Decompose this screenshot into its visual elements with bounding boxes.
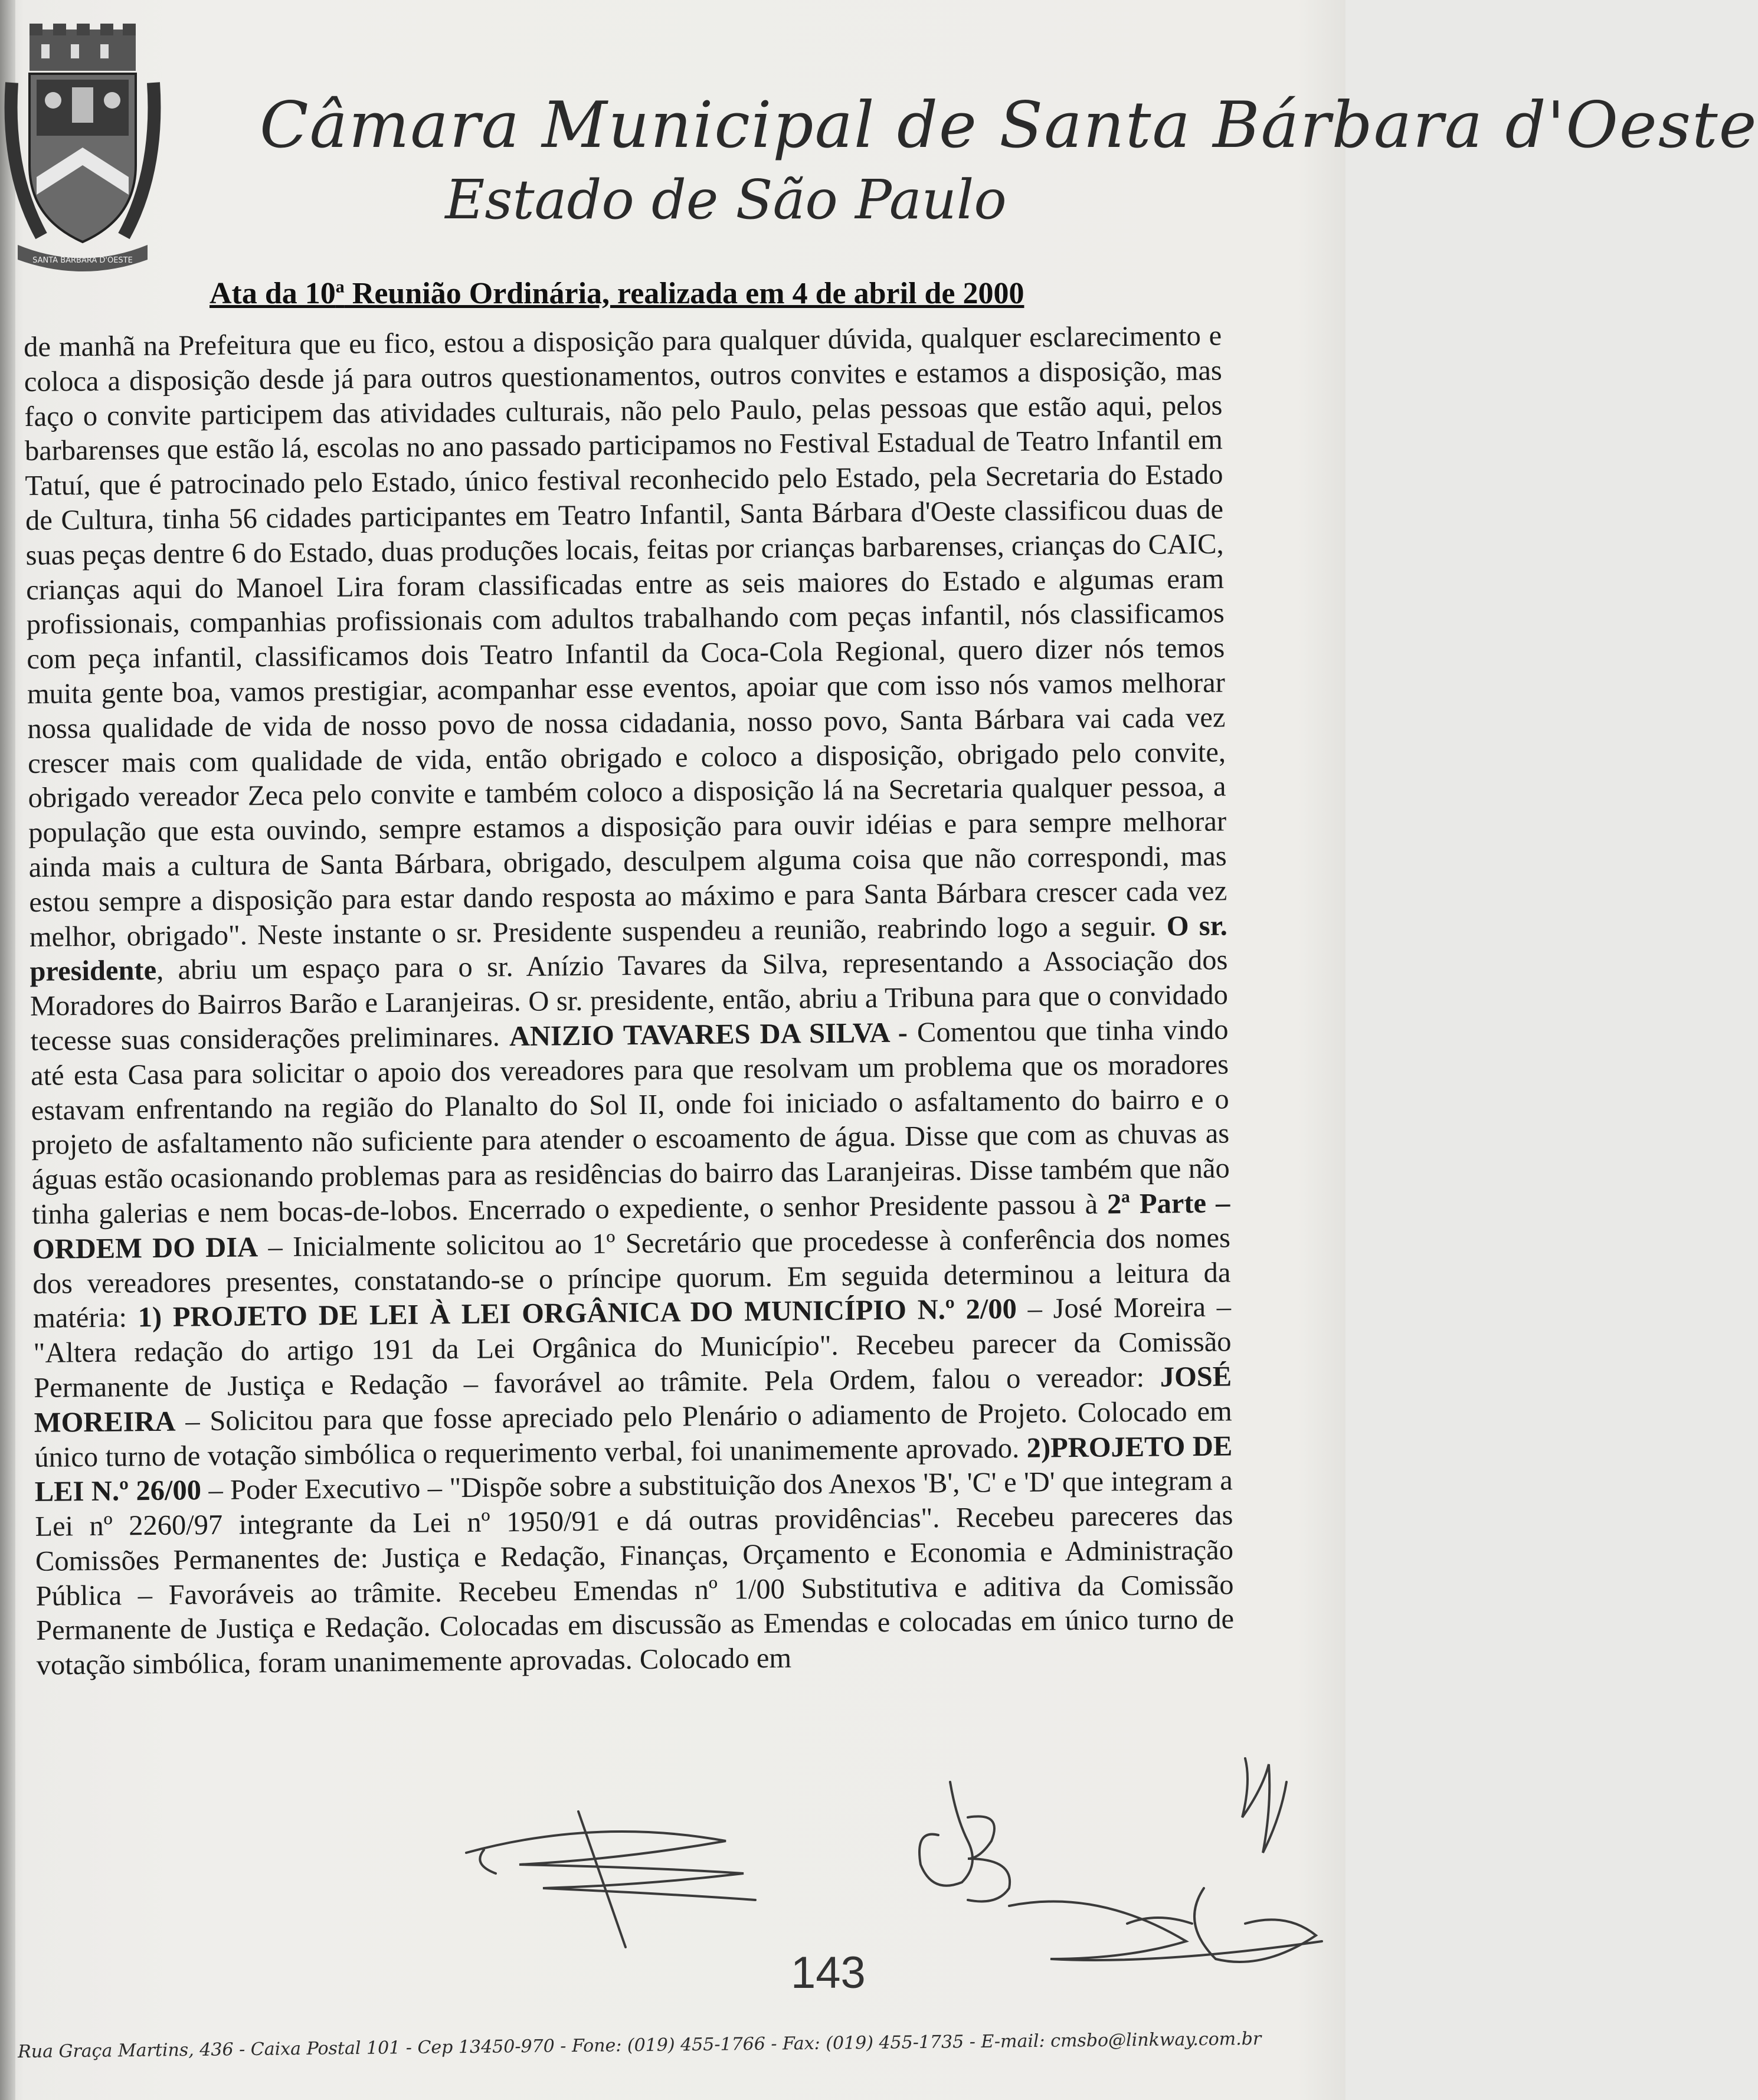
- crest-ribbon-text: SANTA BÁRBARA D'OESTE: [32, 256, 133, 265]
- coat-of-arms-icon: [6, 24, 159, 277]
- minutes-title: [209, 276, 1024, 311]
- body-text-6: – Solicitou para que fosse apreciado pelo Plenário o adiamento de Projeto. Colocado em único turno de votação simbólica o requerimento verbal, foi unanimemente aprovado.: [34, 1395, 1232, 1473]
- binding-edge: [0, 0, 15, 2100]
- body-bold-5: JOSÉ MOREIRA: [34, 1361, 1232, 1439]
- title-rest: Reunião Ordinária, realizada em 4 de abril de 2000: [344, 277, 1024, 310]
- body-bold-3: 2ª Parte – ORDEM DO DIA: [32, 1187, 1230, 1265]
- body-text-2: , abriu um espaço para o sr. Anízio Tavares da Silva, representando a Associação dos Moradores do Bairros Barão e Laranjeiras. O sr. presidente, então, abriu a Tribuna para que o convidado tecesse suas considerações preliminares.: [30, 944, 1229, 1057]
- body-text-7: – Poder Executivo – "Dispõe sobre a substituição dos Anexos 'B', 'C' e 'D' que integram a Lei nº 2260/97 integrante da Lei nº 1950/91 e dá outras providências". Recebeu pareceres das Comissões Permanentes de: Justiça e Redação, Finanças, Orçamento e Economia e Administração Pública – Favoráveis ao trâmite. Recebeu Emendas nº 1/00 Substitutiva e aditiva da Comissão Permanente de Justiça e Redação. Colocadas em discussão as Emendas e colocadas em único turno de votação simbólica, foram unanimemente aprovadas. Colocado em: [35, 1465, 1235, 1682]
- body-bold-1: O sr. presidente: [30, 910, 1228, 988]
- body-bold-4: 1) PROJETO DE LEI À LEI ORGÂNICA DO MUNICÍPIO N.º 2/00: [138, 1293, 1017, 1334]
- letterhead-title: Câmara Municipal de Santa Bárbara d'Oeste: [260, 89, 1758, 162]
- body-text-4: – Inicialmente solicitou ao 1º Secretário que procedesse à conferência dos nomes dos vereadores presentes, constatando-se o príncipe quorum. Em seguida determinou a leitura da matéria:: [32, 1222, 1231, 1335]
- page-number: 143: [791, 1948, 866, 1998]
- body-text-1: de manhã na Prefeitura que eu fico, estou a disposição para qualquer dúvida, qualquer esclarecimento e coloca a disposição desde já para outros questionamentos, outros convites e estamos a disposição, mas faço o convite participem das atividades culturais, não pelo Paulo, pelas pessoas que estão aqui, pelos barbarenses que estão lá, escolas no ano passado participamos no Festival Estadual de Teatro Infantil em Tatuí, que é patrocinado pelo Estado, único festival reconhecido pelo Estado, pela Secretaria do Estado de Cultura, tinha 56 cidades participantes em Teatro Infantil, Santa Bárbara d'Oeste classificou duas de suas peças dentre 6 do Estado, duas produções locais, feitas por crianças barbarenses, crianças do CAIC, crianças aqui do Manoel Lira foram classificadas entre as seis maiores do Estado e algumas eram profissionais, companhias profissionais com adultos trabalhando com peças infantil, nós classificamos com peça infantil, classificamos dois Teatro Infantil da Coca-Cola Regional, quero dizer nós temos muita gente boa, vamos prestigiar, acompanhar esse eventos, apoiar que com isso nós vamos melhorar nossa qualidade de vida de nosso povo de nossa cidadania, nosso povo, Santa Bárbara vai cada vez crescer mais com qualidade de vida, então obrigado e coloco a disposição, obrigado pelo convite, obrigado vereador Zeca pelo convite e também coloco a disposição lá na Secretaria qualquer pessoa, a população que esta ouvindo, sempre estamos a disposição para ouvir idéias e para sempre melhorar ainda mais a cultura de Santa Bárbara, obrigado, desculpem alguma coisa que não correspondi, mas estou sempre a disposição para estar dando resposta ao máximo e para Santa Bárbara crescer cada vez melhor, obrigado". Neste instante o sr. Presidente suspendeu a reunião, reabrindo logo a seguir.: [24, 320, 1227, 953]
- title-prefix: Ata da 10: [209, 277, 336, 310]
- letterhead-subtitle: Estado de São Paulo: [445, 168, 1007, 231]
- minutes-body: [24, 319, 1235, 1683]
- body-paragraph: [24, 319, 1235, 1683]
- body-text-3: Comentou que tinha vindo até esta Casa para solicitar o apoio dos vereadores para que resolvam um problema que os moradores estavam enfrentando na região do Planalto do Sol II, onde foi iniciado o asfaltamento do bairro e o projeto de asfaltamento não suficiente para atender o escoamento de água. Disse que com as chuvas as águas estão ocasionando problemas para as residências do bairro das Laranjeiras. Disse também que não tinha galerias e nem bocas-de-lobos. Encerrado o expediente, o senhor Presidente passou à: [30, 1014, 1230, 1230]
- title-ordinal: a: [335, 277, 345, 297]
- body-bold-2: ANIZIO TAVARES DA SILVA -: [509, 1017, 908, 1053]
- body-bold-6: 2)PROJETO DE LEI N.º 26/00: [34, 1430, 1233, 1508]
- body-text-5: – José Moreira – "Altera redação do artigo 191 da Lei Orgânica do Município". Recebeu parecer da Comissão Permanente de Justiça e Redação – favorável ao trâmite. Pela Ordem, falou o vereador:: [33, 1291, 1232, 1404]
- letterhead-footer: Rua Graça Martins, 436 - Caixa Postal 101 - Cep 13450-970 - Fone: (019) 455-1766 - Fax: (019) 455-1735 - E-mail: cmsbo@linkway.com.br: [18, 2028, 1262, 2062]
- signatures-icon: [448, 1747, 1334, 1994]
